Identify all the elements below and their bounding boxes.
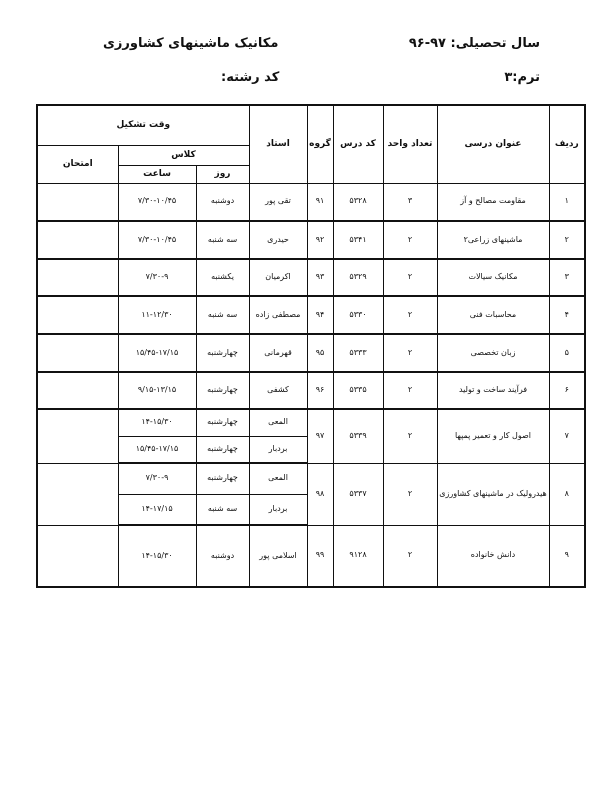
group-cell: ۹۸ [307, 463, 333, 525]
instructor-cell: المعی [249, 409, 307, 436]
header-time: ساعت [118, 165, 196, 183]
time-cell [118, 409, 196, 436]
time-text: ۷/۳۰-۹ [145, 272, 169, 282]
row-number-cell: ۷ [549, 409, 585, 463]
course-title-cell: هیدرولیک در ماشینهای کشاورزی [437, 463, 549, 525]
course-code-cell: ۵۳۳۳ [333, 334, 383, 372]
time-cell [118, 463, 196, 494]
instructor-cell: قهرمانی [249, 334, 307, 372]
group-cell: ۹۶ [307, 372, 333, 409]
group-cell: ۹۴ [307, 296, 333, 334]
group-cell: ۹۷ [307, 409, 333, 463]
units-cell: ۲ [383, 372, 437, 409]
course-title-cell: ماشینهای زراعی۲ [437, 221, 549, 259]
term-label: ترم:۳ [504, 70, 540, 85]
header-exam: امتحان [37, 145, 118, 183]
course-code-cell: ۹۱۲۸ [333, 525, 383, 587]
instructor-cell: اسلامی پور [249, 525, 307, 587]
table-row [37, 463, 585, 494]
table-row [37, 409, 585, 436]
course-schedule-table [36, 104, 586, 588]
group-cell: ۹۵ [307, 334, 333, 372]
time-text: ۷/۳۰-۱۰/۴۵ [137, 234, 177, 244]
instructor-cell: حیدری [249, 221, 307, 259]
day-cell: سه شنبه [196, 494, 249, 525]
row-number-cell: ۱ [549, 183, 585, 221]
exam-cell [37, 372, 118, 409]
course-title-cell: مکانیک سیالات [437, 259, 549, 296]
day-cell: دوشنبه [196, 525, 249, 587]
table-row [37, 372, 585, 409]
time-text: ۱۵/۴۵-۱۷/۱۵ [135, 347, 179, 357]
header-instructor: استاد [249, 105, 307, 183]
units-cell: ۲ [383, 259, 437, 296]
row-number-cell: ۶ [549, 372, 585, 409]
row-number-cell: ۹ [549, 525, 585, 587]
exam-cell [37, 183, 118, 221]
time-text: ۷/۳۰-۹ [145, 473, 169, 483]
row-number-cell: ۲ [549, 221, 585, 259]
exam-cell [37, 296, 118, 334]
time-text: ۱۴-۱۵/۳۰ [141, 550, 173, 560]
table-row [37, 259, 585, 296]
course-title-cell: فرآیند ساخت و تولید [437, 372, 549, 409]
day-cell: یکشنبه [196, 259, 249, 296]
table-row [37, 183, 585, 221]
day-cell: سه شنبه [196, 221, 249, 259]
group-cell: ۹۹ [307, 525, 333, 587]
course-title-cell: زبان تخصصی [437, 334, 549, 372]
row-number-cell: ۵ [549, 334, 585, 372]
exam-cell [37, 259, 118, 296]
course-code-cell: ۵۳۳۹ [333, 409, 383, 463]
course-title-cell: مقاومت مصالح و آز [437, 183, 549, 221]
academic-year: سال تحصیلی: ۹۷-۹۶ [408, 36, 540, 51]
table-row [37, 525, 585, 587]
time-cell [118, 183, 196, 221]
time-text: ۱۴-۱۵/۳۰ [141, 417, 173, 427]
day-cell: چهارشنبه [196, 334, 249, 372]
units-cell: ۳ [383, 183, 437, 221]
header-row-no: ردیف [549, 105, 585, 183]
table-row [37, 334, 585, 372]
day-cell: چهارشنبه [196, 372, 249, 409]
instructor-cell: مصطفی زاده [249, 296, 307, 334]
day-cell: چهارشنبه [196, 436, 249, 463]
time-text: ۱۵/۴۵-۱۷/۱۵ [135, 443, 179, 453]
time-cell [118, 436, 196, 463]
row-number-cell: ۳ [549, 259, 585, 296]
instructor-cell: تقی پور [249, 183, 307, 221]
time-cell [118, 372, 196, 409]
course-title-cell: دانش خانواده [437, 525, 549, 587]
instructor-cell: بردبار [249, 436, 307, 463]
instructor-cell: المعی [249, 463, 307, 494]
time-text: ۹/۱۵-۱۳/۱۵ [137, 385, 177, 395]
course-code-cell: ۵۳۲۹ [333, 259, 383, 296]
course-title-cell: اصول کار و تعمیر پمپها [437, 409, 549, 463]
time-cell [118, 334, 196, 372]
course-code-cell: ۵۳۲۸ [333, 183, 383, 221]
units-cell: ۲ [383, 525, 437, 587]
time-cell [118, 525, 196, 587]
header-day: روز [196, 165, 249, 183]
units-cell: ۲ [383, 334, 437, 372]
header-units: تعداد واحد [383, 105, 437, 183]
group-cell: ۹۳ [307, 259, 333, 296]
row-number-cell: ۸ [549, 463, 585, 525]
table-row [37, 296, 585, 334]
time-text: ۷/۳۰-۱۰/۴۵ [137, 196, 177, 206]
day-cell: چهارشنبه [196, 409, 249, 436]
header-title: عنوان درسی [437, 105, 549, 183]
header-formation-time: وقت تشکیل [37, 105, 249, 145]
instructor-cell: بردبار [249, 494, 307, 525]
units-cell: ۲ [383, 409, 437, 463]
field-code-label: کد رشته: [221, 70, 280, 85]
row-number-cell: ۴ [549, 296, 585, 334]
day-cell: چهارشنبه [196, 463, 249, 494]
exam-cell [37, 409, 118, 463]
time-cell [118, 221, 196, 259]
instructor-cell: اکرمیان [249, 259, 307, 296]
header-course-code: کد درس [333, 105, 383, 183]
exam-cell [37, 221, 118, 259]
instructor-cell: کشفی [249, 372, 307, 409]
units-cell: ۲ [383, 296, 437, 334]
course-code-cell: ۵۳۳۰ [333, 296, 383, 334]
exam-cell [37, 525, 118, 587]
group-cell: ۹۲ [307, 221, 333, 259]
units-cell: ۲ [383, 463, 437, 525]
department-title: مکانیک ماشینهای کشاورزی [103, 36, 279, 51]
time-cell [118, 296, 196, 334]
day-cell: سه شنبه [196, 296, 249, 334]
table-row [37, 221, 585, 259]
table-body [37, 183, 585, 587]
course-code-cell: ۵۳۳۵ [333, 372, 383, 409]
header-class: کلاس [118, 145, 249, 165]
header-group: گروه [307, 105, 333, 183]
units-cell: ۲ [383, 221, 437, 259]
time-text: ۱۱-۱۲/۳۰ [141, 309, 173, 319]
group-cell: ۹۱ [307, 183, 333, 221]
course-code-cell: ۵۳۴۱ [333, 221, 383, 259]
day-cell: دوشنبه [196, 183, 249, 221]
time-cell [118, 259, 196, 296]
course-code-cell: ۵۳۳۷ [333, 463, 383, 525]
time-cell [118, 494, 196, 525]
time-text: ۱۴-۱۷/۱۵ [141, 503, 173, 513]
course-title-cell: محاسبات فنی [437, 296, 549, 334]
exam-cell [37, 334, 118, 372]
exam-cell [37, 463, 118, 525]
